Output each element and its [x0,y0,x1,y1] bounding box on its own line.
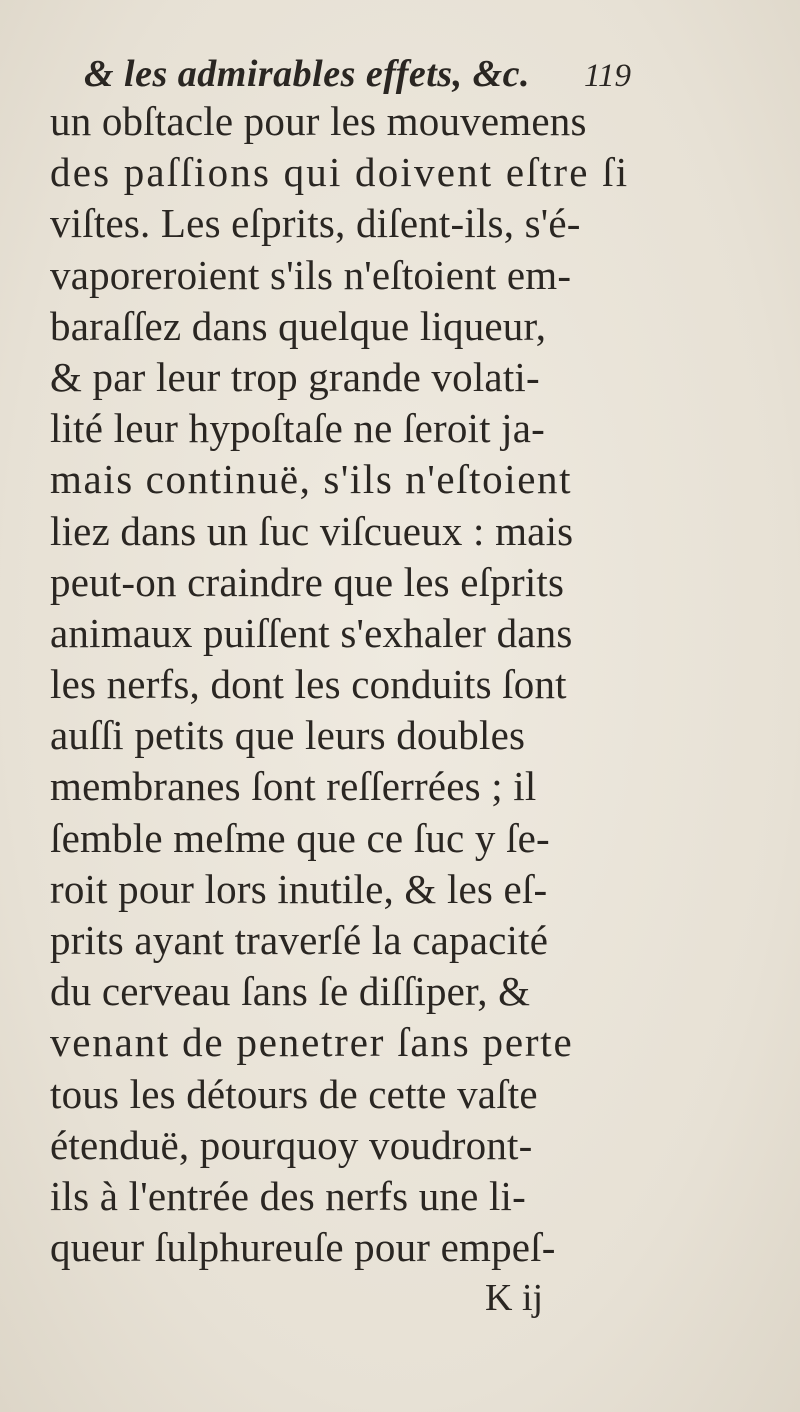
text-line: des paſſions qui doivent eſtre ſi [50,149,630,196]
running-head: & les admirables effets, &c. [84,53,531,95]
page-header [84,52,644,102]
text-line: peut-on craindre que les eſprits [50,558,565,605]
text-line: lité leur hypoſtaſe ne ſeroit ja- [50,405,545,452]
text-line: animaux puiſſent s'exhaler dans [50,609,573,656]
text-line: mais continuë, s'ils n'eſtoient [50,456,573,503]
text-line: vaporeroient s'ils n'eſtoient em- [50,251,572,298]
text-line: tous les détours de cette vaſte [50,1070,538,1117]
text-line: ſemble meſme que ce ſuc y ſe- [50,814,550,861]
text-line: viſtes. Les eſprits, diſent-ils, s'é- [50,200,581,247]
text-line: un obſtacle pour les mouvemens [50,98,587,144]
signature-mark: K ij [485,1277,544,1319]
text-line: baraſſez dans quelque liqueur, [50,302,547,349]
text-line: roit pour lors inutile, & les eſ- [50,865,548,912]
body-text [50,96,790,1273]
text-line: liez dans un ſuc viſcueux : mais [50,507,574,554]
text-line: étenduë, pourquoy voudront- [50,1121,533,1168]
text-line: ils à l'entrée des nerfs une li- [50,1172,526,1219]
text-line: les nerfs, dont les conduits ſont [50,661,567,708]
text-line: queur ſulphureuſe pour empeſ- [50,1224,556,1271]
text-line: venant de penetrer ſans perte [50,1019,574,1066]
text-line: du cerveau ſans ſe diſſiper, & [50,968,531,1015]
text-line: auſſi petits que leurs doubles [50,712,526,759]
page-number: 119 [584,58,632,94]
text-line: membranes ſont reſſerrées ; il [50,763,537,810]
text-line: prits ayant traverſé la capacité [50,917,549,963]
text-line: & par leur trop grande volati- [50,353,540,400]
